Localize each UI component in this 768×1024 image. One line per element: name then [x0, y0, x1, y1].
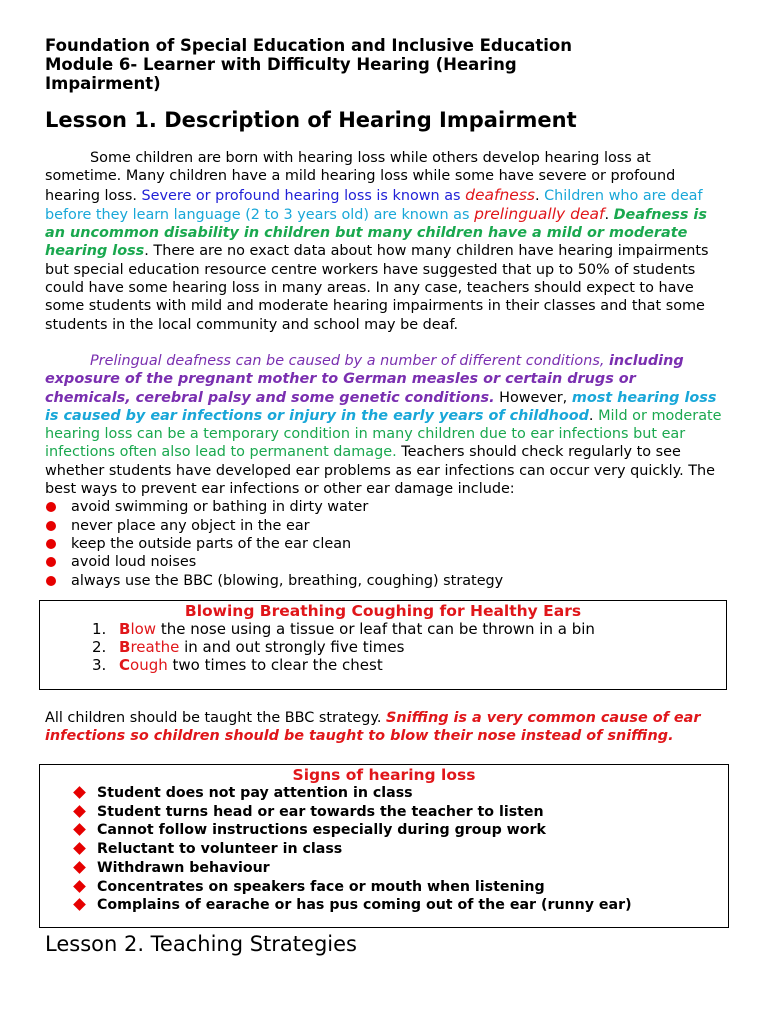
list-item: Concentrates on speakers face or mouth when listening	[73, 878, 728, 897]
red-bullet-icon	[46, 502, 56, 512]
red-diamond-icon	[73, 842, 86, 855]
red-diamond-icon	[73, 880, 86, 893]
para2-text-7: Teachers should check regularly to see whether students have developed ear problems as ear infections can occur very quickly. The best ways to prevent ear infections or other ear damage include:	[45, 444, 716, 498]
para2-text-5: .	[588, 407, 599, 424]
signs-list	[40, 784, 728, 915]
para1-text-2: Severe or profound hearing loss is known as	[141, 187, 466, 204]
paragraph-bbc-teaching	[45, 709, 725, 746]
prevention-list	[45, 498, 725, 589]
prelingually-deaf-term: prelingually deaf	[474, 204, 605, 223]
paragraph-hearing-loss-intro	[45, 149, 725, 334]
para3-text-3: .	[668, 728, 674, 745]
para1-text-1: Some children are born with hearing loss while others develop hearing loss at sometime. Many children have a mild hearing loss while some have severe or profound hearing loss.	[45, 150, 676, 204]
red-diamond-icon	[73, 786, 86, 799]
bbc-step: 1. Blow the nose using a tissue or leaf that can be thrown in a bin	[92, 620, 595, 638]
course-title	[45, 36, 725, 93]
para2-text-6: Mild or moderate hearing loss can be a temporary condition in many children due to ear infections but ear infections often also lead to permanent damage.	[45, 407, 722, 461]
document-page	[45, 36, 725, 590]
red-diamond-icon	[73, 805, 86, 818]
red-diamond-icon	[73, 824, 86, 837]
red-bullet-icon	[46, 576, 56, 586]
deafness-term: deafness	[465, 185, 535, 204]
para1-text-4: .	[534, 187, 545, 204]
list-item: Student turns head or ear towards the teacher to listen	[73, 803, 728, 822]
para2-text-4: most hearing loss is caused by ear infections or injury in the early years of childhood	[45, 389, 717, 424]
red-diamond-icon	[73, 861, 86, 874]
bbc-step: 2. Breathe in and out strongly five times	[92, 638, 405, 656]
red-bullet-icon	[46, 557, 56, 567]
para1-text-7: .	[604, 206, 614, 223]
paragraph-causes	[45, 352, 725, 498]
list-item: keep the outside parts of the ear clean	[45, 535, 725, 553]
bbc-step: 3. Cough two times to clear the chest	[92, 656, 383, 674]
para1-text-8: Deafness is an uncommon disability in children but many children have a mild or moderate hearing loss	[45, 206, 707, 260]
para3-text-2: Sniffing is a very common cause of ear infections so children should be taught to blow their nose instead of sniffing	[45, 710, 701, 745]
list-item: Cannot follow instructions especially during group work	[73, 821, 728, 840]
signs-of-hearing-loss-box	[39, 764, 729, 928]
list-item: avoid loud noises	[45, 553, 725, 571]
list-item: Reluctant to volunteer in class	[73, 840, 728, 859]
red-bullet-icon	[46, 539, 56, 549]
list-item: Student does not pay attention in class	[73, 784, 728, 803]
course-title-line-2: Module 6- Learner with Difficulty Hearing (Hearing	[45, 55, 517, 74]
list-item: never place any object in the ear	[45, 517, 725, 535]
para1-text-5: Children who are deaf before they learn language (2 to 3 years old) are known as	[45, 187, 703, 223]
lesson-2-heading: Lesson 2. Teaching Strategies	[45, 932, 357, 956]
para2-text-1: Prelingual deafness can be caused by a number of different conditions,	[90, 352, 609, 369]
para3-text-1: All children should be taught the BBC strategy.	[45, 710, 387, 726]
course-title-line-3: Impairment)	[45, 74, 161, 93]
lesson-1-heading: Lesson 1. Description of Hearing Impairment	[45, 108, 577, 132]
bbc-strategy-box	[39, 600, 727, 690]
para2-text-3: However,	[494, 389, 572, 406]
para1-text-9: . There are no exact data about how many children have hearing impairments but special education resource centre workers have suggested that up to 50% of students could have some hearing loss in many areas. In any case, teachers should expect to have some students with mild and moderate hearing impairments in their classes and that some students in the local community and school may be deaf.	[45, 243, 709, 333]
red-bullet-icon	[46, 521, 56, 531]
bbc-box-title: Blowing Breathing Coughing for Healthy Ears	[184, 602, 582, 620]
bbc-steps-list	[40, 620, 726, 674]
signs-box-title: Signs of hearing loss	[292, 766, 476, 784]
list-item: Withdrawn behaviour	[73, 859, 728, 878]
course-title-line-1: Foundation of Special Education and Inclusive Education	[45, 36, 573, 55]
list-item: Complains of earache or has pus coming out of the ear (runny ear)	[73, 896, 728, 915]
list-item: always use the BBC (blowing, breathing, coughing) strategy	[45, 572, 725, 590]
red-diamond-icon	[73, 898, 86, 911]
para2-text-2: including exposure of the pregnant mother to German measles or certain drugs or chemicals, cerebral palsy and some genetic conditions.	[45, 352, 684, 406]
list-item: avoid swimming or bathing in dirty water	[45, 498, 725, 516]
